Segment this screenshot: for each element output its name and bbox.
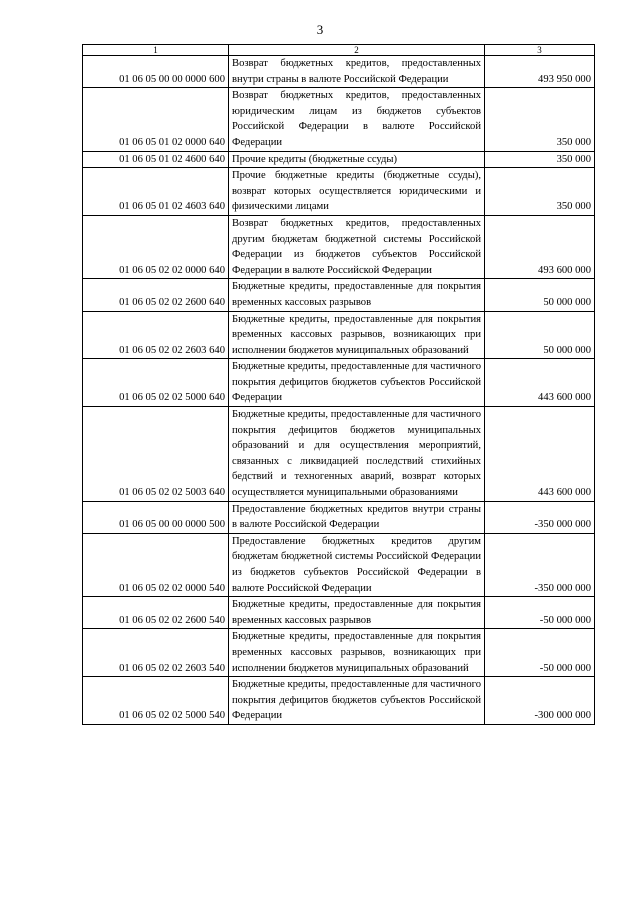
row-description: Возврат бюджетных кредитов, предоставленных юридическим лицам из бюджетов субъектов Российской Федерации в валюте Российской Федерации	[229, 88, 485, 151]
table-row	[83, 407, 595, 502]
table-row	[83, 501, 595, 533]
row-amount: -350 000 000	[485, 501, 595, 533]
row-code: 01 06 05 02 02 5000 640	[83, 359, 229, 407]
row-code: 01 06 05 02 02 5000 540	[83, 677, 229, 725]
row-amount: 350 000	[485, 168, 595, 216]
column-header-amount: 3	[485, 45, 595, 56]
row-description: Прочие кредиты (бюджетные ссуды)	[229, 151, 485, 168]
page-number: 3	[316, 22, 324, 37]
row-code: 01 06 05 02 02 0000 540	[83, 533, 229, 596]
row-description: Бюджетные кредиты, предоставленные для покрытия временных кассовых разрывов	[229, 597, 485, 629]
table-row	[83, 311, 595, 359]
row-description: Предоставление бюджетных кредитов другим бюджетам бюджетной системы Российской Федерации из бюджетов субъектов Российской Федерации в валюте Российской Федерации	[229, 533, 485, 596]
row-description: Бюджетные кредиты, предоставленные для частичного покрытия дефицитов бюджетов субъектов Российской Федерации	[229, 677, 485, 725]
row-amount: 443 600 000	[485, 359, 595, 407]
row-code: 01 06 05 02 02 2600 540	[83, 597, 229, 629]
row-description: Бюджетные кредиты, предоставленные для покрытия временных кассовых разрывов, возникающих при исполнении бюджетов муниципальных образований	[229, 629, 485, 677]
row-amount: 493 950 000	[485, 56, 595, 88]
row-description: Предоставление бюджетных кредитов внутри страны в валюте Российской Федерации	[229, 501, 485, 533]
row-code: 01 06 05 01 02 4603 640	[83, 168, 229, 216]
row-code: 01 06 05 00 00 0000 600	[83, 56, 229, 88]
row-amount: -300 000 000	[485, 677, 595, 725]
budget-table	[82, 44, 595, 725]
row-amount: -50 000 000	[485, 597, 595, 629]
row-amount: 50 000 000	[485, 279, 595, 311]
row-amount: -350 000 000	[485, 533, 595, 596]
row-description: Бюджетные кредиты, предоставленные для частичного покрытия дефицитов бюджетов субъектов Российской Федерации	[229, 359, 485, 407]
table-row	[83, 168, 595, 216]
row-description: Бюджетные кредиты, предоставленные для покрытия временных кассовых разрывов, возникающих при исполнении бюджетов муниципальных образований	[229, 311, 485, 359]
row-code: 01 06 05 01 02 0000 640	[83, 88, 229, 151]
row-code: 01 06 05 02 02 2600 640	[83, 279, 229, 311]
row-code: 01 06 05 02 02 0000 640	[83, 215, 229, 278]
table-row	[83, 279, 595, 311]
row-description: Бюджетные кредиты, предоставленные для покрытия временных кассовых разрывов	[229, 279, 485, 311]
row-code: 01 06 05 02 02 5003 640	[83, 407, 229, 502]
row-amount: 443 600 000	[485, 407, 595, 502]
row-description: Возврат бюджетных кредитов, предоставленных внутри страны в валюте Российской Федерации	[229, 56, 485, 88]
table-row	[83, 597, 595, 629]
table-row	[83, 629, 595, 677]
row-code: 01 06 05 01 02 4600 640	[83, 151, 229, 168]
row-code: 01 06 05 00 00 0000 500	[83, 501, 229, 533]
table-row	[83, 151, 595, 168]
table-row	[83, 677, 595, 725]
column-header-code: 1	[83, 45, 229, 56]
column-header-description: 2	[229, 45, 485, 56]
table-row	[83, 359, 595, 407]
row-amount: 50 000 000	[485, 311, 595, 359]
row-description: Возврат бюджетных кредитов, предоставленных другим бюджетам бюджетной системы Российской Федерации из бюджетов субъектов Российской Федерации в валюте Российской Федерации	[229, 215, 485, 278]
row-amount: -50 000 000	[485, 629, 595, 677]
row-description: Прочие бюджетные кредиты (бюджетные ссуды), возврат которых осуществляется юридическими и физическими лицами	[229, 168, 485, 216]
table-row	[83, 533, 595, 596]
row-description: Бюджетные кредиты, предоставленные для частичного покрытия дефицитов бюджетов муниципальных образований и для осуществления мероприятий, связанных с ликвидацией последствий стихийных бедствий и техногенных аварий, возврат которых осуществляется муниципальными образованиями	[229, 407, 485, 502]
row-amount: 350 000	[485, 88, 595, 151]
table-row	[83, 56, 595, 88]
row-code: 01 06 05 02 02 2603 540	[83, 629, 229, 677]
table-row	[83, 215, 595, 278]
row-amount: 350 000	[485, 151, 595, 168]
table-row	[83, 88, 595, 151]
table-header-row	[83, 45, 595, 56]
row-code: 01 06 05 02 02 2603 640	[83, 311, 229, 359]
row-amount: 493 600 000	[485, 215, 595, 278]
